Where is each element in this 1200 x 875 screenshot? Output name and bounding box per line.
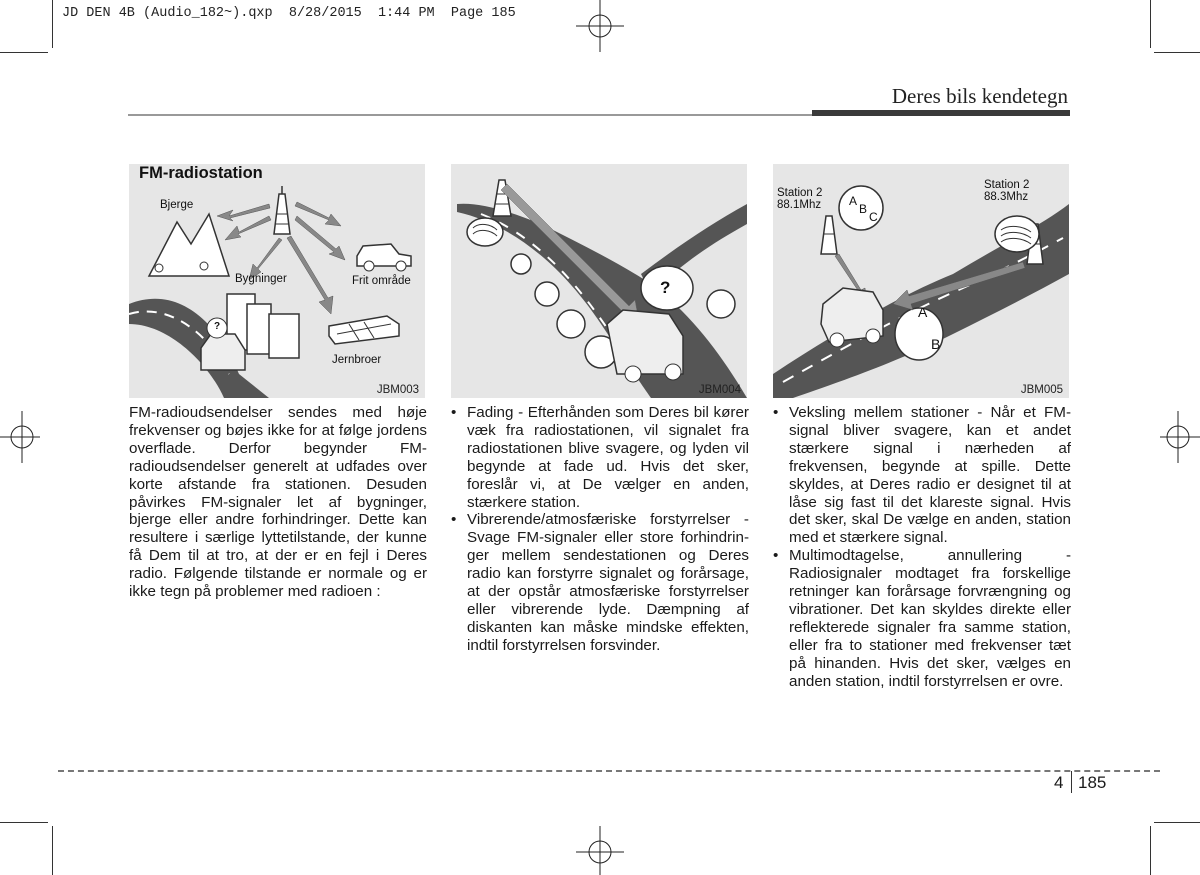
list-item: • Multimodtagelse, annullering - Radiosignaler modtaget fra forskellige retninger kan forårsage forvrængning og vibrationer. Det kan skyldes direkte eller reflekterede signaler fra samme station, eller fra to stationer med frekvenser tæt på hinanden. Hvis det sker, vælges en anden station, indtil forstyrrelsen er ovre. bbox=[773, 547, 1071, 690]
footer-divider bbox=[58, 770, 1160, 772]
list-item: • Vibrerende/atmosfæriske forstyrrelser - Svage FM-signaler eller store forhindrin- ger mellem sendestationen og Deres radio kan forstyrre signalet og forårsage, at der opstår atmosfæriske forstyrrelser eller vibrerende lyde. Dæmpning af diskanten kan måske mindske effekten, indtil forstyrrelsen forsvinder. bbox=[451, 511, 749, 654]
question-mark: ? bbox=[660, 278, 671, 297]
figure-fm-radiostation bbox=[129, 164, 425, 398]
registration-mark-right bbox=[1160, 411, 1200, 463]
bubble-letter-a: A bbox=[849, 194, 858, 208]
column-fading bbox=[451, 404, 749, 655]
bubble-letter-b-lower: B bbox=[931, 336, 941, 352]
bullet: • bbox=[451, 404, 457, 421]
registration-mark-bottom bbox=[574, 826, 626, 875]
list-item: • Fading - Efterhånden som Deres bil kører væk fra radiostationen, vil signalet fra radiostationen blive svagere, og lyden vil begynde at fade ud. Hvis det sker, foreslår vi, at De vælger en anden, stærkere station. bbox=[451, 404, 749, 511]
label-bridge: Jernbroer bbox=[332, 354, 382, 366]
label-open-area: Frit område bbox=[352, 275, 411, 287]
label-station-right: Station 2 88.3Mhz bbox=[984, 179, 1030, 203]
column-intro bbox=[129, 404, 427, 601]
label-station-left: Station 2 88.1Mhz bbox=[777, 187, 823, 211]
figure-fading bbox=[451, 164, 747, 398]
print-header: JD DEN 4B (Audio_182~).qxp 8/28/2015 1:44 PM Page 185 bbox=[62, 6, 516, 21]
section-title: Deres bils kendetegn bbox=[891, 84, 1068, 108]
question-mark: ? bbox=[214, 321, 221, 332]
footer-separator bbox=[1071, 771, 1072, 793]
figure-code: JBM003 bbox=[376, 384, 419, 396]
bubble-letter-a-lower: A bbox=[918, 304, 928, 320]
registration-mark-top bbox=[574, 0, 626, 52]
bullet: • bbox=[773, 404, 779, 421]
fading-illustration bbox=[451, 164, 747, 398]
bubble-letter-b: B bbox=[859, 202, 868, 216]
bubble-letter-c: C bbox=[869, 210, 878, 224]
figure-station-switching bbox=[773, 164, 1069, 398]
bullet: • bbox=[451, 511, 457, 529]
registration-mark-left bbox=[0, 411, 40, 463]
intro-paragraph: FM-radioudsendelser sendes med høje frekvenser og bøjes ikke for at følge jordens overflade. Derfor begynder FM-radioudsendelser generelt at udfades over korte afstande fra stationen. Desuden påvirkes FM-signaler let af bygninger, bjerge eller andre forhindringer. Dette kan resultere i særlige lyttetilstande, der kunne få Dem til at tro, at der er en fejl i Deres radio. Følgende tilstande er normale og er ikke tegn på problemer med radioen : bbox=[129, 404, 427, 601]
label-mountains: Bjerge bbox=[160, 199, 194, 211]
label-buildings: Bygninger bbox=[235, 273, 287, 285]
chapter-number: 4 bbox=[1054, 773, 1064, 792]
title-rule-accent bbox=[812, 110, 1070, 116]
page-number: 185 bbox=[1078, 773, 1107, 792]
bullet: • bbox=[773, 547, 779, 565]
column-switching bbox=[773, 404, 1071, 691]
figure-code: JBM004 bbox=[698, 384, 741, 396]
list-item: • Veksling mellem stationer - Når et FM-signal bliver svagere, kan et andet stærkere signal i nærheden af frekvensen, begynde at spille. Dette skyldes, at Deres radio er designet til at låse sig fast til det klareste signal. Hvis det sker, skal De vælge en anden, station med et stærkere signal. bbox=[773, 404, 1071, 547]
figure-code: JBM005 bbox=[1020, 384, 1063, 396]
figure-title: FM-radiostation bbox=[139, 164, 263, 182]
